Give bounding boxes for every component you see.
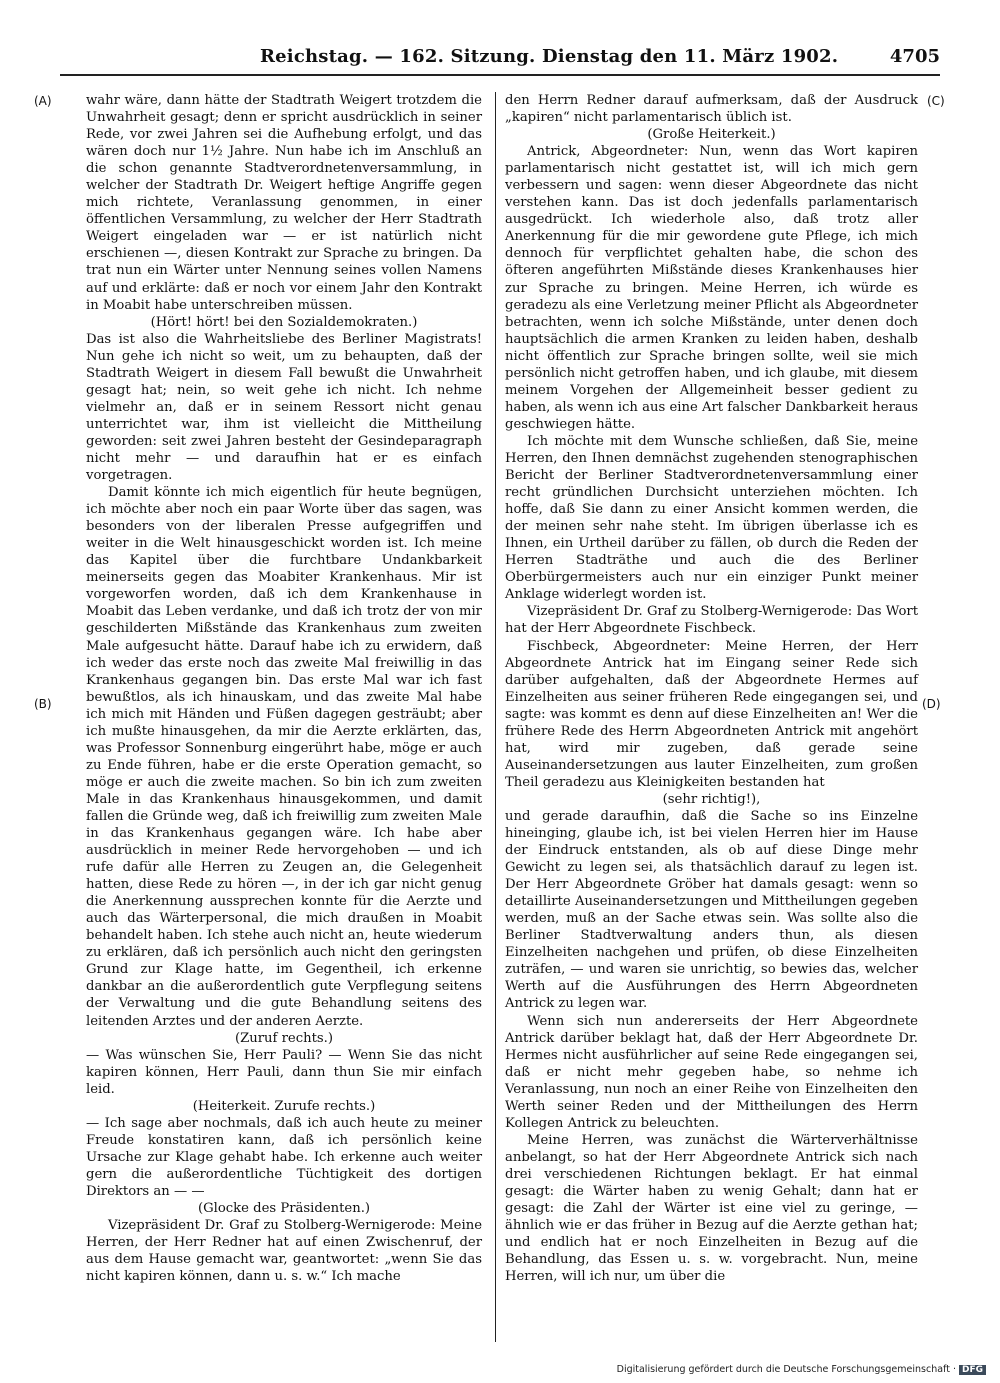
interjection: (Hört! hört! bei den Sozialdemokraten.) xyxy=(150,314,418,330)
interjection: (Heiterkeit. Zurufe rechts.) xyxy=(192,1098,376,1114)
margin-marker-a: (A) xyxy=(34,94,52,108)
dfg-logo: DFG xyxy=(959,1365,986,1375)
margin-marker-c: (C) xyxy=(927,94,945,108)
interjection: (sehr richtig!), xyxy=(662,791,761,807)
page-number: 4705 xyxy=(889,46,940,67)
paragraph: wahr wäre, dann hätte der Stadtrath Weigert trotzdem die Unwahrheit gesagt; denn er spricht ausdrücklich in seiner Rede, vor zwei Jahren sei die Aufhebung erfolgt, und das wären doch nur 1½ Jahre. Nun habe ich im Anschluß an die schon genannte Stadtverordnetenversammlung, in welcher der Stadtrath Dr. Weigert heftige Angriffe gegen mich richtete, Veranlassung genommen, in einer öffentlichen Versammlung, zu welcher der Herr Stadtrath Weigert eingeladen war — er ist natürlich nicht erschienen —, diesen Kontrakt zur Sprache zu bringen. Da trat nun ein Wärter unter Nennung seines vollen Namens auf und erklärte: daß er noch vor einem Jahr den Kontrakt in Moabit habe unterschreiben müssen. xyxy=(86,93,482,313)
paragraph: Antrick, Abgeordneter: Nun, wenn das Wort kapiren parlamentarisch nicht gestattet ist, will ich mich gern verbessern und sagen: wenn dieser Abgeordnete das nicht verstehen kann. Das ist doch jedenfalls parlamentarisch ausgedrückt. Ich wiederhole also, daß trotz aller Anerkennung für die mir gewordene gute Pflege, ich mich dennoch für verpflichtet gehalten habe, die schon des öfteren angeführten Mißstände dieses Krankenhauses hier zur Sprache zu bringen. Meine Herren, ich würde es geradezu als eine Verletzung meiner Pflicht als Abgeordneter betrachten, wenn ich solche Mißstände, unter denen doch hauptsächlich die armen Kranken zu leiden haben, deshalb nicht öffentlich zur Sprache bringen sollte, weil sie mich persönlich nicht getroffen haben, und ich glaube, mit diesem meinem Vorgehen der Allgemeinheit besser gedient zu haben, als wenn ich aus eine Art falscher Dankbarkeit heraus geschwiegen hätte. xyxy=(505,144,918,432)
header-title: Reichstag. — 162. Sitzung. Dienstag den 11. März 1902. xyxy=(260,46,839,67)
interjection: (Große Heiterkeit.) xyxy=(647,127,776,143)
paragraph: Vizepräsident Dr. Graf zu Stolberg-Wernigerode: Meine Herren, der Herr Redner hat auf einen Zwischenruf, der aus dem Hause gemacht war, geantwortet: „wenn Sie das nicht kapiren können, dann u. s. w.“ Ich mache xyxy=(86,1218,482,1285)
paragraph: Meine Herren, was zunächst die Wärterverhältnisse anbelangt, so hat der Herr Abgeordnete Antrick sich nach drei verschiedenen Richtungen beklagt. Er hat einmal gesagt: die Wärter haben zu wenig Gehalt; dann hat er gesagt: die Zahl der Wärter ist eine viel zu geringe, — ähnlich wie er das früher in Bezug auf die Aerzte gethan hat; und endlich hat er noch Einzelheiten in Bezug auf die Behandlung, das Essen u. s. w. vorgebracht. Nun, meine Herren, will ich nur, um über die xyxy=(505,1132,918,1285)
interjection: (Zuruf rechts.) xyxy=(234,1030,334,1046)
left-column xyxy=(86,92,482,1285)
interjection: (Glocke des Präsidenten.) xyxy=(197,1201,371,1217)
paragraph: Damit könnte ich mich eigentlich für heute begnügen, ich möchte aber noch ein paar Worte über das sagen, was besonders von der liberalen Presse aufgegriffen und weiter in die Welt hinausgeschickt worden ist. Ich meine das Kapitel über die furchtbare Undankbarkeit meinerseits gegen das Moabiter Krankenhaus. Mir ist vorgeworfen worden, daß ich dem Krankenhause in Moabit das Leben verdanke, und daß ich trotz der von mir geschilderten Mißstände das Krankenhaus zum zweiten Male aufgesucht hätte. Darauf habe ich zu erwidern, daß ich weder das erste noch das zweite Mal freiwillig in das Krankenhaus gegangen bin. Das erste Mal war ich fast bewußtlos, als ich hinauskam, und das zweite Mal habe ich mich mit Händen und Füßen dagegen gesträubt; aber ich mußte hinausgehen, da mir die Aerzte erklärten, das, was Professor Sonnenburg eingerührt habe, möge er auch zu Ende führen, habe er die erste Operation gemacht, so möge er auch die zweite machen. So bin ich zum zweiten Male in das Krankenhaus hinausgekommen, und damit fallen die Gründe weg, daß ich freiwillig zum zweiten Male in das Krankenhaus gegangen wäre. Ich habe aber ausdrücklich in meiner Rede hervorgehoben — und ich rufe dafür alle Herren zu Zeugen an, die Gelegenheit hatten, diese Rede zu hören —, in der ich gar nicht genug die Anerkennung aussprechen konnte für die Aerzte und auch das Wärterpersonal, die mich draußen in Moabit behandelt haben. Ich stehe auch nicht an, heute wiederum zu erklären, daß ich persönlich auch nicht den geringsten Grund zur Klage hatte, im Gegentheil, ich erkenne dankbar an die außerordentlich gute Verpflegung seitens der Verwaltung und die gute Behandlung seitens des leitenden Arztes und der anderen Aerzte. xyxy=(86,485,482,1029)
paragraph: Ich möchte mit dem Wunsche schließen, daß Sie, meine Herren, den Ihnen demnächst zugehenden stenographischen Bericht der Berliner Stadtverordnetenversammlung einer recht gründlichen Durchsicht unterziehen möchten. Ich hoffe, daß Sie dann zu einer Ansicht kommen werden, die der meinen sehr nahe steht. Im übrigen überlasse ich es Ihnen, ein Urtheil darüber zu fällen, ob durch die Reden der Herren Stadträthe und auch die des Berliner Oberbürgermeisters auch nur ein einziger Punkt meiner Anklage widerlegt worden ist. xyxy=(505,433,918,603)
paragraph: Fischbeck, Abgeordneter: Meine Herren, der Herr Abgeordnete Antrick hat im Eingang seiner Rede sich darüber aufgehalten, daß der Abgeordnete Hermes auf Einzelheiten aus seiner früheren Rede eingegangen sei, und sagte: was kommt es denn auf diese Einzelheiten an! Wer die frühere Rede des Herrn Abgeordneten Antrick mit angehört hat, wird mir zugeben, daß gerade seine Auseinandersetzungen aus lauter Einzelheiten, zum großen Theil geradezu aus Kleinigkeiten bestanden hat xyxy=(505,638,918,790)
paragraph: — Ich sage aber nochmals, daß ich auch heute zu meiner Freude konstatiren kann, daß ich persönlich keine Ursache zur Klage gehabt habe. Ich erkenne auch weiter gern die außerordentliche Tüchtigkeit des dortigen Direktors an — — xyxy=(86,1115,482,1199)
paragraph: den Herrn Redner darauf aufmerksam, daß der Ausdruck „kapiren“ nicht parlamentarisch üblich ist. xyxy=(505,93,918,126)
right-column xyxy=(505,92,918,1285)
margin-marker-b: (B) xyxy=(34,697,52,711)
paragraph: — Was wünschen Sie, Herr Pauli? — Wenn Sie das nicht kapiren können, Herr Pauli, dann thun Sie mir einfach leid. xyxy=(86,1047,482,1097)
paragraph: Das ist also die Wahrheitsliebe des Berliner Magistrats! Nun gehe ich nicht so weit, um zu behaupten, daß der Stadtrath Weigert in diesem Fall bewußt die Unwahrheit gesagt hat; nein, so weit gehe ich nicht. Ich nehme vielmehr an, daß er in seinem Ressort nicht genau unterrichtet war, ihm ist vielleicht die Mittheilung geworden: seit zwei Jahren besteht der Gesindeparagraph nicht mehr — und daraufhin hat er es einfach vorgetragen. xyxy=(86,331,482,484)
paragraph: Wenn sich nun andererseits der Herr Abgeordnete Antrick darüber beklagt hat, daß der Herr Abgeordnete Dr. Hermes nicht ausführlicher auf seine Rede eingegangen sei, daß er nicht mehr gegeben habe, so nehme ich Veranlassung, nun noch an einer Reihe von Einzelheiten den Werth seiner Reden und der Mittheilungen des Herrn Kollegen Antrick zu beleuchten. xyxy=(505,1013,918,1131)
paragraph: Vizepräsident Dr. Graf zu Stolberg-Wernigerode: Das Wort hat der Herr Abgeordnete Fischbeck. xyxy=(505,604,918,637)
footer-text: Digitalisierung gefördert durch die Deutsche Forschungsgemeinschaft · xyxy=(616,1364,956,1375)
paragraph: und gerade daraufhin, daß die Sache so ins Einzelne hineinging, glaube ich, ist bei vielen Herren hier im Hause der Eindruck entstanden, als ob auf diese Dinge mehr Gewicht zu legen sei, als thatsächlich darauf zu legen ist. Der Herr Abgeordnete Gröber hat damals gesagt: wenn so detaillirte Auseinandersetzungen und Mittheilungen gegeben werden, muß an der Sache etwas sein. Was sollte also die Berliner Stadtverwaltung anders thun, als diesen Einzelheiten nachgehen und prüfen, ob diese Einzelheiten zuträfen, — und waren sie unrichtig, so bewies das, welcher Werth auf die Ausführungen des Herrn Abgeordneten Antrick zu legen war. xyxy=(505,808,918,1012)
footer-credit xyxy=(617,1364,986,1375)
page-header xyxy=(60,44,940,76)
column-divider xyxy=(495,92,496,1342)
margin-marker-d: (D) xyxy=(922,697,941,711)
